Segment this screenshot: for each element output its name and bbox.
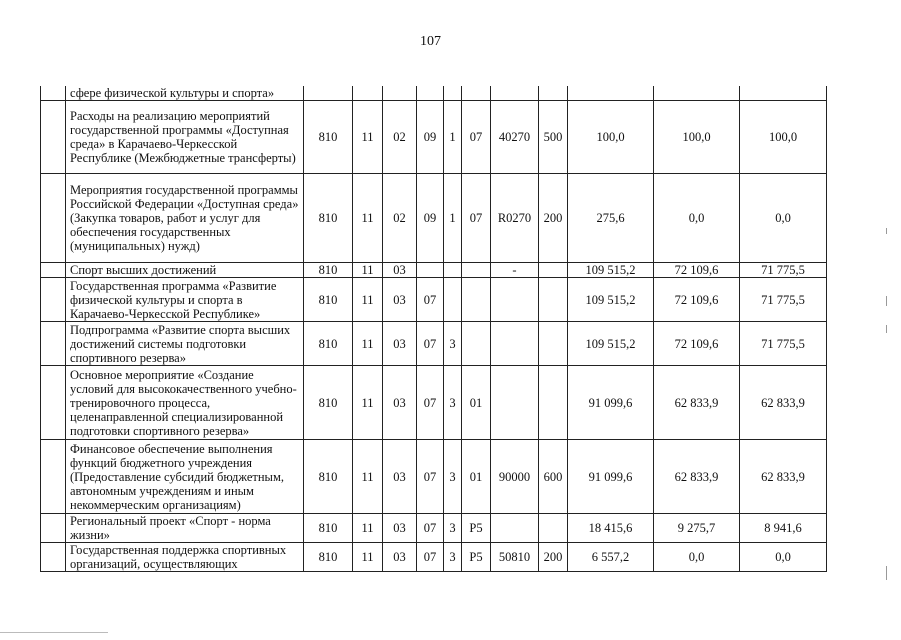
cell-subsection: 03	[383, 278, 417, 322]
cell-y2: 9 275,7	[654, 514, 740, 543]
cell-name: Расходы на реализацию мероприятий государственной программы «Доступная среда» в Карачаево-Черкесской Республике (Межбюджетные трансферты)	[66, 101, 304, 174]
cell-direction	[491, 86, 539, 101]
cell-subsection: 03	[383, 514, 417, 543]
cell-admin: 810	[304, 322, 353, 366]
cell-subsection: 02	[383, 174, 417, 263]
cell-subprogram: 3	[444, 366, 462, 440]
row-index-cell	[41, 101, 66, 174]
cell-program: 07	[417, 278, 444, 322]
cell-program: 07	[417, 322, 444, 366]
table-row	[41, 101, 827, 174]
cell-y1: 109 515,2	[568, 278, 654, 322]
cell-y3: 0,0	[740, 543, 827, 572]
cell-admin: 810	[304, 101, 353, 174]
cell-name: Подпрограмма «Развитие спорта высших достижений системы подготовки спортивного резерва»	[66, 322, 304, 366]
cell-expense-type: 200	[539, 543, 568, 572]
cell-y2: 72 109,6	[654, 263, 740, 278]
cell-y1: 109 515,2	[568, 263, 654, 278]
cell-subsection: 02	[383, 101, 417, 174]
cell-section: 11	[353, 263, 383, 278]
row-index-cell	[41, 263, 66, 278]
cell-section: 11	[353, 366, 383, 440]
cell-event: P5	[462, 514, 491, 543]
table-row	[41, 440, 827, 514]
cell-event	[462, 86, 491, 101]
table-row	[41, 86, 827, 101]
cell-y3: 100,0	[740, 101, 827, 174]
row-index-cell	[41, 366, 66, 440]
cell-program: 07	[417, 543, 444, 572]
cell-subprogram: 3	[444, 543, 462, 572]
cell-subprogram: 1	[444, 101, 462, 174]
table-body	[41, 86, 827, 572]
cell-admin: 810	[304, 278, 353, 322]
cell-subprogram: 3	[444, 440, 462, 514]
row-index-cell	[41, 514, 66, 543]
cell-y2: 72 109,6	[654, 278, 740, 322]
row-index-cell	[41, 174, 66, 263]
cell-event	[462, 278, 491, 322]
cell-subsection: 03	[383, 543, 417, 572]
cell-name: Государственная поддержка спортивных организаций, осуществляющих	[66, 543, 304, 572]
cell-subsection: 03	[383, 263, 417, 278]
cell-y1: 6 557,2	[568, 543, 654, 572]
cell-subprogram	[444, 86, 462, 101]
cell-event: 07	[462, 101, 491, 174]
scan-edge-mark	[886, 566, 887, 580]
table-row	[41, 322, 827, 366]
cell-expense-type	[539, 366, 568, 440]
cell-event: 01	[462, 366, 491, 440]
cell-y2: 0,0	[654, 174, 740, 263]
cell-name: Спорт высших достижений	[66, 263, 304, 278]
cell-admin: 810	[304, 174, 353, 263]
cell-expense-type: 500	[539, 101, 568, 174]
cell-expense-type	[539, 278, 568, 322]
cell-direction: 40270	[491, 101, 539, 174]
cell-subprogram: 3	[444, 514, 462, 543]
table-row	[41, 514, 827, 543]
cell-subsection: 03	[383, 440, 417, 514]
row-index-cell	[41, 543, 66, 572]
cell-y1: 275,6	[568, 174, 654, 263]
cell-expense-type	[539, 263, 568, 278]
cell-y3: 71 775,5	[740, 278, 827, 322]
cell-y3: 71 775,5	[740, 263, 827, 278]
cell-direction: R0270	[491, 174, 539, 263]
cell-admin: 810	[304, 440, 353, 514]
cell-y1: 91 099,6	[568, 366, 654, 440]
cell-direction: 50810	[491, 543, 539, 572]
budget-table	[40, 86, 827, 572]
cell-y3: 62 833,9	[740, 440, 827, 514]
cell-program	[417, 86, 444, 101]
cell-admin	[304, 86, 353, 101]
row-index-cell	[41, 86, 66, 101]
cell-event: P5	[462, 543, 491, 572]
cell-section: 11	[353, 543, 383, 572]
cell-expense-type	[539, 514, 568, 543]
cell-name: Региональный проект «Спорт - норма жизни»	[66, 514, 304, 543]
cell-subprogram	[444, 278, 462, 322]
cell-y2: 100,0	[654, 101, 740, 174]
cell-name: Мероприятия государственной программы Российской Федерации «Доступная среда» (Закупка товаров, работ и услуг для обеспечения государственных (муниципальных) нужд)	[66, 174, 304, 263]
cell-subsection	[383, 86, 417, 101]
cell-subsection: 03	[383, 366, 417, 440]
cell-program: 07	[417, 440, 444, 514]
cell-y3: 62 833,9	[740, 366, 827, 440]
cell-y1: 91 099,6	[568, 440, 654, 514]
cell-program	[417, 263, 444, 278]
cell-y2: 0,0	[654, 543, 740, 572]
cell-program: 09	[417, 101, 444, 174]
cell-y2: 62 833,9	[654, 366, 740, 440]
scan-edge-mark	[886, 228, 887, 234]
cell-event: 01	[462, 440, 491, 514]
cell-section: 11	[353, 101, 383, 174]
cell-direction	[491, 322, 539, 366]
row-index-cell	[41, 278, 66, 322]
row-index-cell	[41, 440, 66, 514]
cell-y3	[740, 86, 827, 101]
cell-y3: 8 941,6	[740, 514, 827, 543]
cell-admin: 810	[304, 263, 353, 278]
table-row	[41, 543, 827, 572]
cell-section: 11	[353, 174, 383, 263]
cell-expense-type	[539, 86, 568, 101]
scan-edge-mark	[886, 296, 887, 306]
cell-y2: 72 109,6	[654, 322, 740, 366]
cell-direction	[491, 366, 539, 440]
table-row	[41, 366, 827, 440]
cell-direction	[491, 514, 539, 543]
cell-y1: 18 415,6	[568, 514, 654, 543]
cell-y1	[568, 86, 654, 101]
page-number: 107	[420, 34, 441, 49]
cell-admin: 810	[304, 514, 353, 543]
cell-name: Государственная программа «Развитие физической культуры и спорта в Карачаево-Черкесской Республике»	[66, 278, 304, 322]
scan-edge-mark	[886, 325, 887, 333]
cell-section	[353, 86, 383, 101]
cell-name: Основное мероприятие «Создание условий для высококачественного учебно-тренировочного процесса, целенаправленной специализированной подготовки спортивного резерва»	[66, 366, 304, 440]
cell-event: 07	[462, 174, 491, 263]
cell-section: 11	[353, 278, 383, 322]
cell-program: 07	[417, 366, 444, 440]
cell-name: Финансовое обеспечение выполнения функций бюджетного учреждения (Предоставление субсидий бюджетным, автономным учреждениям и иным некоммерческим организациям)	[66, 440, 304, 514]
cell-event	[462, 322, 491, 366]
cell-event	[462, 263, 491, 278]
table-row	[41, 263, 827, 278]
cell-name: сфере физической культуры и спорта»	[66, 86, 304, 101]
cell-expense-type: 200	[539, 174, 568, 263]
cell-y2	[654, 86, 740, 101]
cell-program: 07	[417, 514, 444, 543]
cell-subprogram	[444, 263, 462, 278]
cell-subsection: 03	[383, 322, 417, 366]
cell-direction: -	[491, 263, 539, 278]
cell-y1: 109 515,2	[568, 322, 654, 366]
cell-section: 11	[353, 322, 383, 366]
cell-admin: 810	[304, 366, 353, 440]
cell-admin: 810	[304, 543, 353, 572]
cell-section: 11	[353, 514, 383, 543]
table-row	[41, 278, 827, 322]
cell-section: 11	[353, 440, 383, 514]
table-row	[41, 174, 827, 263]
cell-program: 09	[417, 174, 444, 263]
row-index-cell	[41, 322, 66, 366]
cell-direction	[491, 278, 539, 322]
cell-y3: 71 775,5	[740, 322, 827, 366]
cell-direction: 90000	[491, 440, 539, 514]
cell-subprogram: 3	[444, 322, 462, 366]
cell-y2: 62 833,9	[654, 440, 740, 514]
cell-expense-type	[539, 322, 568, 366]
footer-rule	[0, 632, 108, 633]
cell-expense-type: 600	[539, 440, 568, 514]
cell-y1: 100,0	[568, 101, 654, 174]
cell-y3: 0,0	[740, 174, 827, 263]
cell-subprogram: 1	[444, 174, 462, 263]
